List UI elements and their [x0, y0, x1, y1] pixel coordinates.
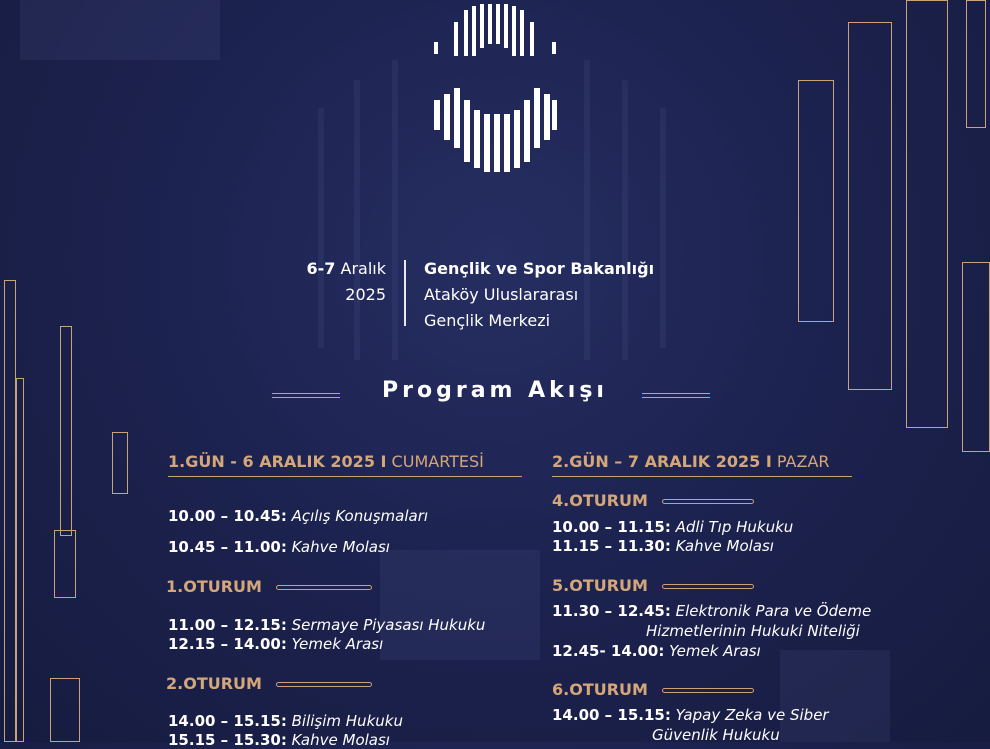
day2-column — [552, 452, 852, 477]
schedule-item — [552, 518, 793, 536]
schedule-time: 14.00 – 15.15: — [168, 712, 287, 730]
schedule-title-continued — [652, 726, 780, 744]
schedule-title: Yapay Zeka ve Siber — [675, 706, 829, 724]
schedule-time: 12.45- 14.00: — [552, 642, 665, 660]
session-name: 4.OTURUM — [552, 491, 648, 510]
schedule-title: Sermaye Piyasası Hukuku — [291, 616, 486, 634]
decor-bar — [966, 0, 986, 128]
session-ornament — [662, 499, 754, 504]
day2-heading-bold: 2.GÜN – 7 ARALIK 2025 I — [552, 452, 772, 471]
venue-line-1: Gençlik ve Spor Bakanlığı — [424, 259, 655, 278]
background-bar — [318, 108, 324, 348]
vertical-divider — [404, 260, 406, 326]
decor-bar — [4, 280, 16, 742]
venue-line-2: Ataköy Uluslararası — [424, 285, 579, 304]
title-ornament-right — [642, 393, 710, 398]
schedule-item — [168, 731, 390, 749]
event-date — [307, 256, 386, 308]
event-year: 2025 — [345, 285, 386, 304]
background-bar — [392, 60, 398, 360]
session-name: 6.OTURUM — [552, 680, 648, 699]
schedule-time: 11.00 – 12.15: — [168, 616, 287, 634]
schedule-time: 14.00 – 15.15: — [552, 706, 671, 724]
session-ornament — [276, 682, 372, 687]
schedule-title: Açılış Konuşmaları — [291, 507, 429, 525]
event-venue — [424, 256, 654, 334]
schedule-time: 11.30 – 12.45: — [552, 602, 671, 620]
background-bar — [20, 0, 220, 60]
day2-heading-day: PAZAR — [771, 452, 830, 471]
session-name: 5.OTURUM — [552, 576, 648, 595]
schedule-item — [168, 538, 390, 556]
program-title: Program Akışı — [382, 378, 608, 403]
schedule-time: 11.15 – 11.30: — [552, 537, 671, 555]
schedule-title: Bilişim Hukuku — [291, 712, 403, 730]
schedule-item — [552, 642, 761, 660]
schedule-title: Güvenlik Hukuku — [652, 726, 780, 744]
decor-bar — [60, 326, 72, 536]
session-heading — [552, 680, 754, 699]
schedule-item — [552, 706, 829, 724]
schedule-item — [168, 635, 383, 653]
background-bar — [660, 108, 666, 348]
decor-bar — [798, 80, 834, 322]
decor-bar — [54, 530, 76, 598]
schedule-title-continued — [646, 622, 860, 640]
schedule-time: 10.00 – 10.45: — [168, 507, 287, 525]
decor-bar — [906, 0, 948, 428]
day1-column — [168, 452, 522, 477]
session-heading — [166, 674, 372, 693]
event-date-month: Aralık — [340, 259, 386, 278]
background-bar — [380, 550, 540, 660]
schedule-time: 10.00 – 11.15: — [552, 518, 671, 536]
session-heading — [552, 491, 754, 510]
schedule-item — [168, 712, 403, 730]
session-ornament — [662, 688, 754, 693]
session-name: 2.OTURUM — [166, 674, 262, 693]
schedule-item — [552, 602, 871, 620]
decor-bar — [50, 678, 80, 742]
schedule-title: Yemek Arası — [669, 642, 761, 660]
day1-heading-bold: 1.GÜN - 6 ARALIK 2025 I — [168, 452, 387, 471]
event-date-days: 6-7 — [306, 259, 336, 278]
day1-heading-day: CUMARTESİ — [386, 452, 484, 471]
schedule-title: Kahve Molası — [291, 731, 390, 749]
schedule-title: Kahve Molası — [675, 537, 774, 555]
session-ornament — [662, 584, 754, 589]
decor-bar — [16, 378, 24, 742]
decor-bar — [112, 432, 128, 494]
schedule-item — [168, 616, 485, 634]
day2-heading — [552, 452, 852, 477]
decor-bar — [962, 262, 990, 452]
background-bar — [780, 650, 890, 742]
schedule-title: Kahve Molası — [291, 538, 390, 556]
schedule-time: 12.15 – 14.00: — [168, 635, 287, 653]
schedule-time: 15.15 – 15.30: — [168, 731, 287, 749]
schedule-title: Hizmetlerinin Hukuki Niteliği — [646, 622, 860, 640]
schedule-item — [168, 507, 428, 525]
venue-line-3: Gençlik Merkezi — [424, 311, 551, 330]
session-heading — [166, 577, 372, 596]
schedule-title: Adli Tıp Hukuku — [675, 518, 794, 536]
session-name: 1.OTURUM — [166, 577, 262, 596]
decor-bar — [848, 22, 892, 390]
background-bar — [354, 80, 360, 360]
schedule-title: Yemek Arası — [291, 635, 384, 653]
day1-heading — [168, 452, 522, 477]
session-heading — [552, 576, 754, 595]
session-ornament — [276, 585, 372, 590]
schedule-time: 10.45 – 11.00: — [168, 538, 287, 556]
schedule-title: Elektronik Para ve Ödeme — [675, 602, 872, 620]
logo-8-icon — [432, 2, 558, 174]
schedule-item — [552, 537, 774, 555]
